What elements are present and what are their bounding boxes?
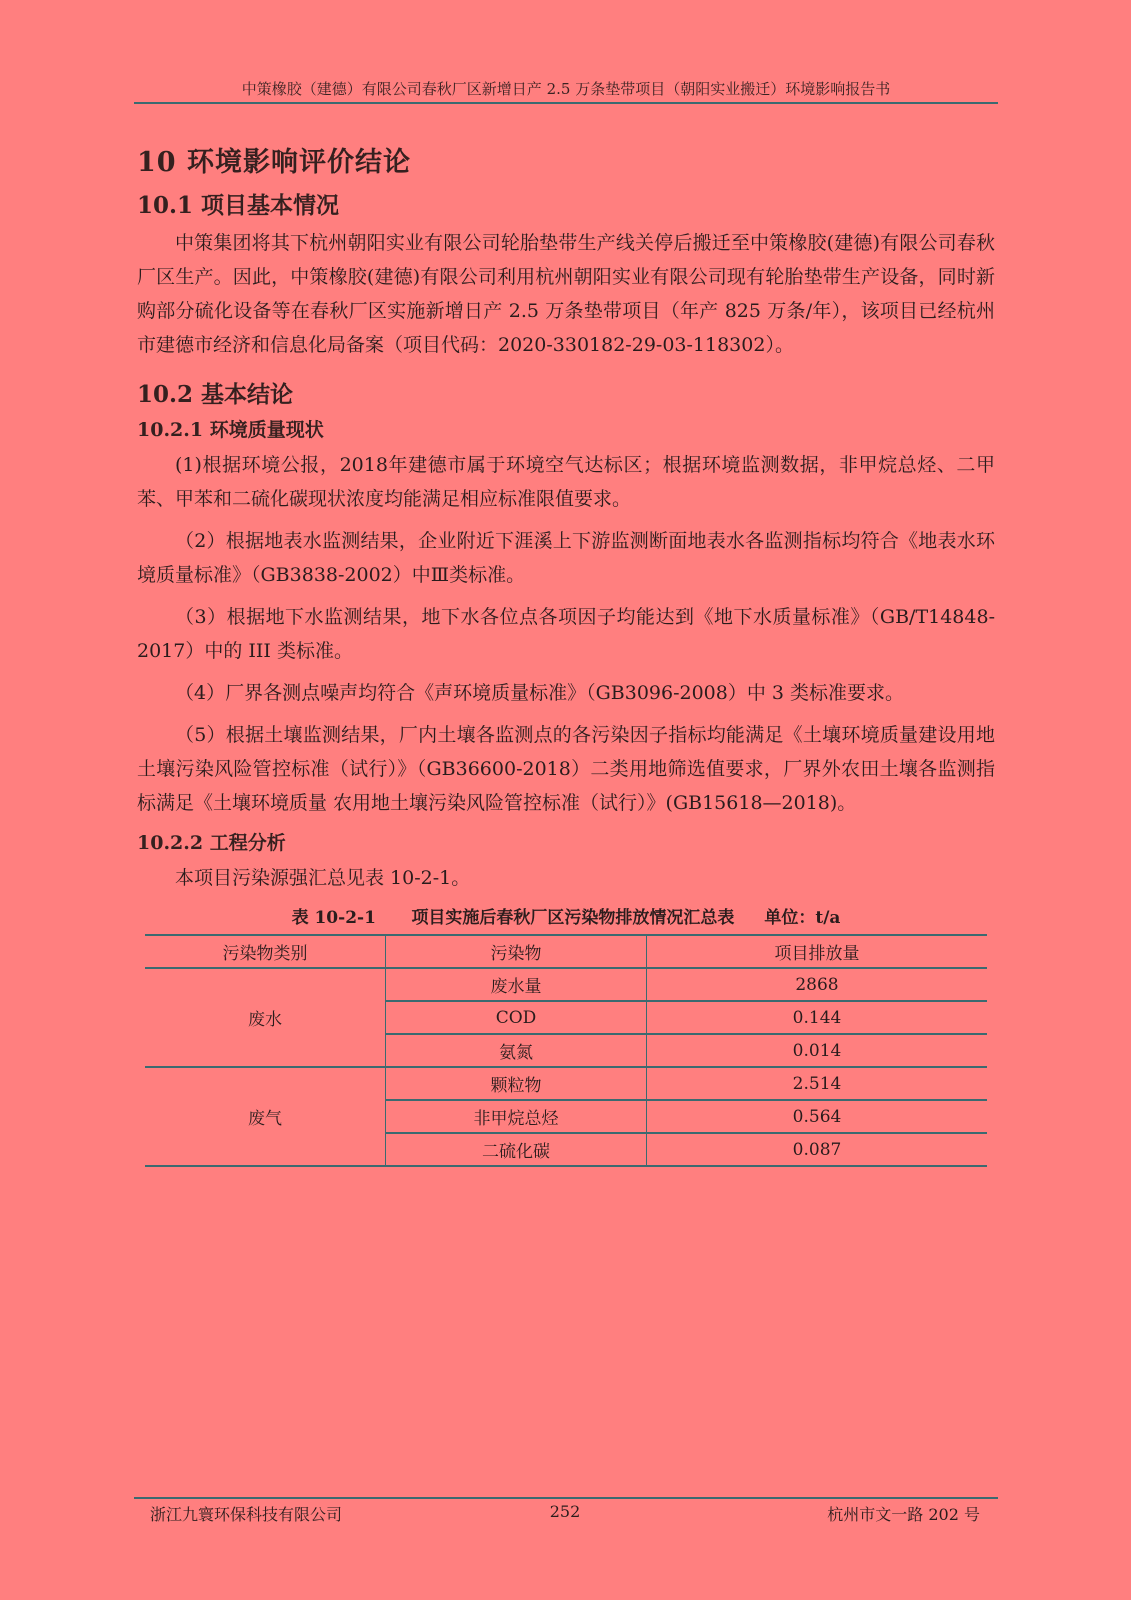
subsection-10-2-1-title: 10.2.1 环境质量现状 bbox=[137, 419, 324, 441]
quality-item-4: （4）厂界各测点噪声均符合《声环境质量标准》（GB3096-2008）中 3 类标准要求。 bbox=[175, 682, 905, 704]
quality-item-2: （2）根据地表水监测结果，企业附近下涯溪上下游监测断面地表水各监测指标均符合《地表水环境质量标准》（GB3838-2002）中Ⅲ类标准。 bbox=[137, 530, 995, 586]
quality-item-5: （5）根据土壤监测结果，厂内土壤各监测点的各污染因子指标均能满足《土壤环境质量建设用地土壤污染风险管控标准（试行）》（GB36600-2018）二类用地筛选值要求，厂界外农田土壤各监测指标满足《土壤环境质量 农用地土壤污染风险管控标准（试行）》(GB15618—2018)。 bbox=[137, 724, 995, 814]
section-10-1-title: 10.1 项目基本情况 bbox=[137, 192, 340, 219]
table-caption-unit: 单位：t/a bbox=[764, 908, 841, 928]
subsection-10-2-2-title: 10.2.2 工程分析 bbox=[137, 832, 286, 854]
header-amount: 项目排放量 bbox=[647, 935, 988, 968]
amount-cell: 0.087 bbox=[647, 1133, 988, 1166]
footer-page-number: 252 bbox=[549, 1502, 581, 1521]
pollutant-cell: 废水量 bbox=[386, 968, 647, 1001]
pollutant-cell: 颗粒物 bbox=[386, 1067, 647, 1100]
pollutant-cell: COD bbox=[386, 1001, 647, 1034]
engineering-intro: 本项目污染源强汇总见表 10-2-1。 bbox=[175, 867, 471, 889]
quality-item-1: (1)根据环境公报，2018年建德市属于环境空气达标区；根据环境监测数据，非甲烷总烃、二甲苯、甲苯和二硫化碳现状浓度均能满足相应标准限值要求。 bbox=[137, 454, 995, 510]
table-caption-number: 表 10-2-1 bbox=[291, 908, 376, 928]
header-pollutant: 污染物 bbox=[386, 935, 647, 968]
amount-cell: 0.144 bbox=[647, 1001, 988, 1034]
amount-cell: 2868 bbox=[647, 968, 988, 1001]
header-rule bbox=[134, 102, 998, 104]
footer-address: 杭州市文一路 202 号 bbox=[827, 1505, 980, 1524]
footer-company: 浙江九寰环保科技有限公司 bbox=[150, 1505, 343, 1524]
amount-cell: 0.564 bbox=[647, 1100, 988, 1133]
chapter-title: 10 环境影响评价结论 bbox=[137, 147, 411, 178]
header-category: 污染物类别 bbox=[145, 935, 386, 968]
pollutant-cell: 非甲烷总烃 bbox=[386, 1100, 647, 1133]
category-cell: 废水 bbox=[145, 968, 386, 1067]
amount-cell: 0.014 bbox=[647, 1034, 988, 1067]
page-content bbox=[137, 140, 995, 1167]
table-caption-title: 项目实施后春秋厂区污染物排放情况汇总表 bbox=[411, 908, 735, 928]
pollutant-cell: 氨氮 bbox=[386, 1034, 647, 1067]
table-row bbox=[145, 968, 987, 1001]
section-10-1-paragraph: 中策集团将其下杭州朝阳实业有限公司轮胎垫带生产线关停后搬迁至中策橡胶(建德)有限公司春秋厂区生产。因此，中策橡胶(建德)有限公司利用杭州朝阳实业有限公司现有轮胎垫带生产设备，同时新购部分硫化设备等在春秋厂区实施新增日产 2.5 万条垫带项目（年产 825 万条/年），该项目已经杭州市建德市经济和信息化局备案（项目代码：2020-330182-29-03-118302）。 bbox=[137, 232, 995, 356]
amount-cell: 2.514 bbox=[647, 1067, 988, 1100]
table-caption bbox=[137, 903, 995, 928]
table-header-row bbox=[145, 935, 987, 968]
page-header: 中策橡胶（建德）有限公司春秋厂区新增日产 2.5 万条垫带项目（朝阳实业搬迁）环境影响报告书 bbox=[241, 80, 891, 98]
table-row bbox=[145, 1067, 987, 1100]
pollutant-cell: 二硫化碳 bbox=[386, 1133, 647, 1166]
category-cell: 废气 bbox=[145, 1067, 386, 1166]
footer-rule bbox=[134, 1497, 998, 1499]
section-10-2-title: 10.2 基本结论 bbox=[137, 381, 294, 408]
emissions-table bbox=[145, 934, 987, 1167]
quality-item-3: （3）根据地下水监测结果，地下水各位点各项因子均能达到《地下水质量标准》（GB/T14848-2017）中的 III 类标准。 bbox=[137, 606, 995, 662]
